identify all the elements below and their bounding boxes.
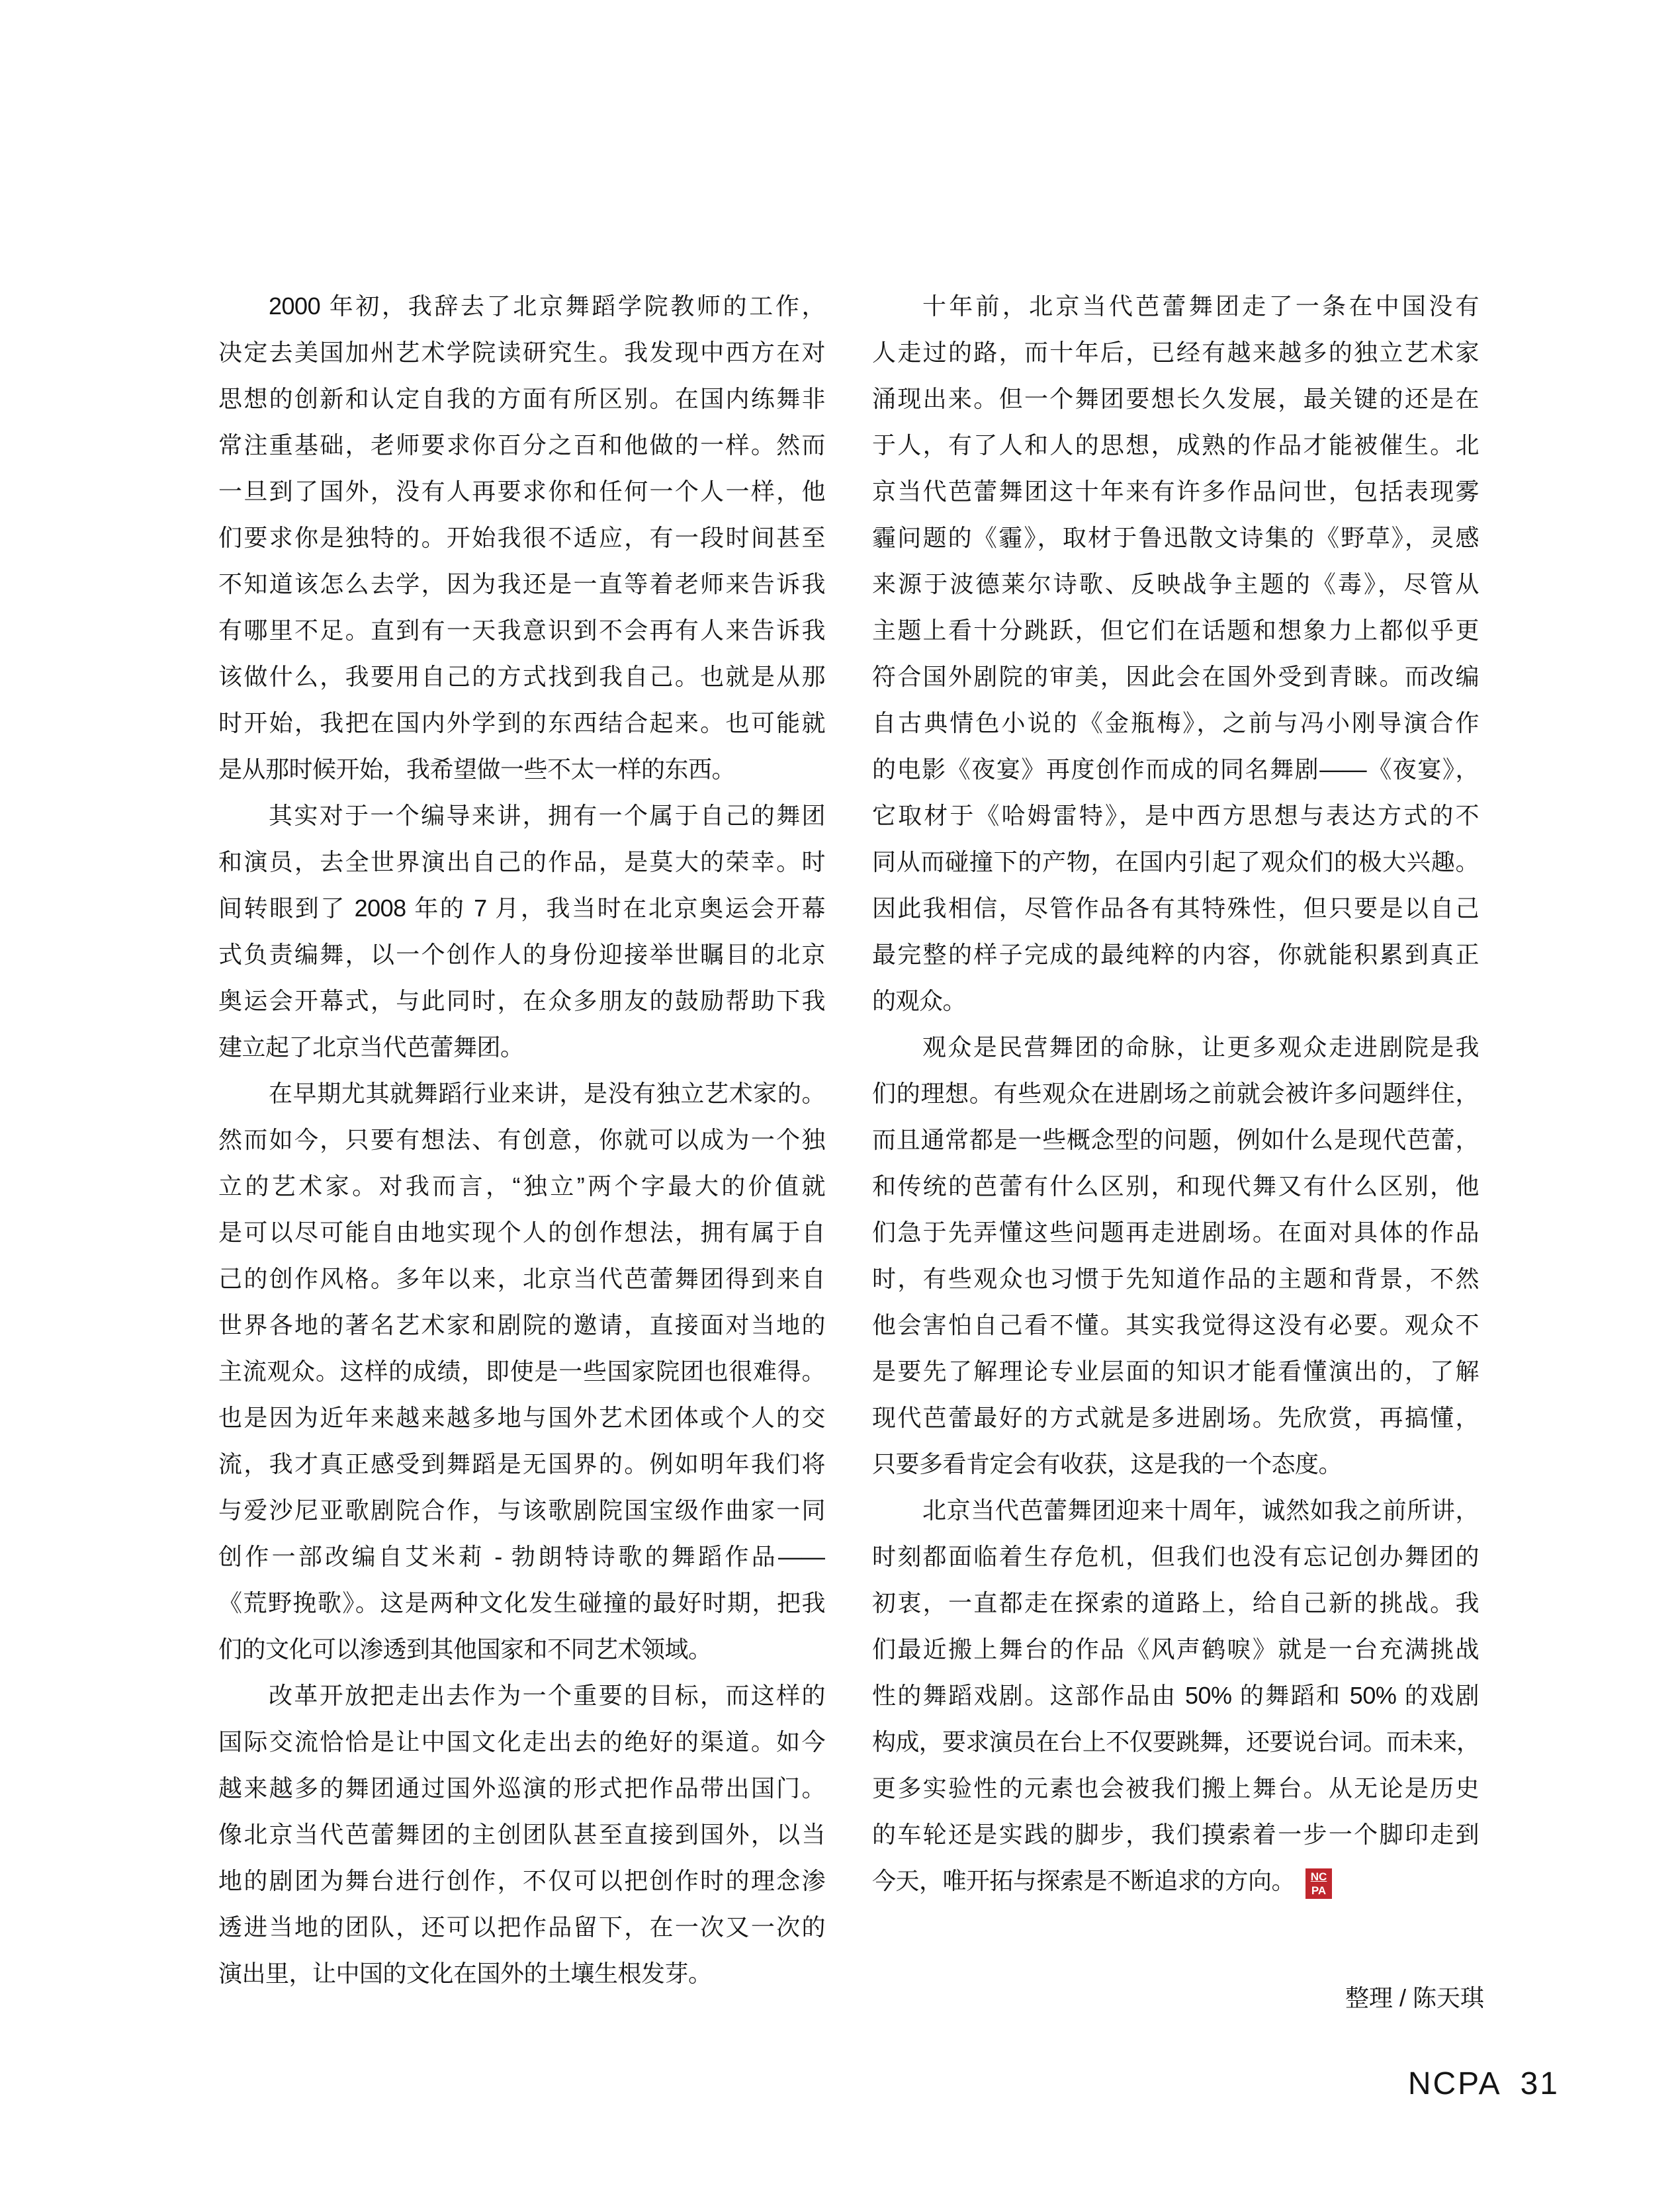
- text-line: 间转眼到了 2008 年的 7 月，我当时在北京奥运会开幕: [218, 895, 825, 922]
- text-line: 来源于波德莱尔诗歌、反映战争主题的《毒》，尽管从: [872, 570, 1479, 597]
- text-line: 该做什么，我要用自己的方式找到我自己。也就是从那: [218, 663, 825, 690]
- text-line: 在早期尤其就舞蹈行业来讲，是没有独立艺术家的。: [269, 1080, 825, 1107]
- text-line: 北京当代芭蕾舞团迎来十周年，诚然如我之前所讲，: [922, 1497, 1479, 1524]
- text-line: 国际交流恰恰是让中国文化走出去的绝好的渠道。如今: [218, 1728, 825, 1755]
- text-line: 主流观众。这样的成绩，即使是一些国家院团也很难得。: [218, 1358, 825, 1385]
- text-line: 有哪里不足。直到有一天我意识到不会再有人来告诉我: [218, 617, 825, 644]
- text-line: 自古典情色小说的《金瓶梅》，之前与冯小刚导演合作: [872, 709, 1479, 736]
- text-line: 是要先了解理论专业层面的知识才能看懂演出的，了解: [872, 1358, 1479, 1385]
- text-line: 涌现出来。但一个舞团要想长久发展，最关键的还是在: [872, 385, 1479, 412]
- column-right: [872, 283, 1479, 1904]
- text-line: 常注重基础，老师要求你百分之百和他做的一样。然而: [218, 431, 825, 459]
- text-line: 流，我才真正感受到舞蹈是无国界的。例如明年我们将: [218, 1450, 825, 1477]
- text-line: 因此我相信，尽管作品各有其特殊性，但只要是以自己: [872, 895, 1479, 922]
- text-line: 演出里，让中国的文化在国外的土壤生根发芽。: [218, 1960, 712, 1987]
- text-line: 时刻都面临着生存危机，但我们也没有忘记创办舞团的: [872, 1543, 1479, 1570]
- text-line: 的电影《夜宴》再度创作而成的同名舞剧——《夜宴》，: [872, 756, 1479, 783]
- page-number: 31: [1520, 2066, 1560, 2101]
- text-line: 的车轮还是实践的脚步，我们摸索着一步一个脚印走到: [872, 1821, 1479, 1848]
- text-line: 己的创作风格。多年以来，北京当代芭蕾舞团得到来自: [218, 1265, 825, 1292]
- text-line: 和传统的芭蕾有什么区别，和现代舞又有什么区别，他: [872, 1172, 1479, 1200]
- text-line: 现代芭蕾最好的方式就是多进剧场。先欣赏，再搞懂，: [872, 1404, 1479, 1431]
- text-line: 京当代芭蕾舞团这十年来有许多作品问世，包括表现雾: [872, 478, 1479, 505]
- text-line: 只要多看肯定会有收获，这是我的一个态度。: [872, 1450, 1343, 1477]
- text-line: 性的舞蹈戏剧。这部作品由 50% 的舞蹈和 50% 的戏剧: [872, 1682, 1479, 1709]
- text-line: 决定去美国加州艺术学院读研究生。我发现中西方在对: [218, 339, 825, 366]
- text-line: 世界各地的著名艺术家和剧院的邀请，直接面对当地的: [218, 1311, 825, 1338]
- text-line: 像北京当代芭蕾舞团的主创团队甚至直接到国外，以当: [218, 1821, 825, 1848]
- text-line: 符合国外剧院的审美，因此会在国外受到青睐。而改编: [872, 663, 1479, 690]
- text-line: 们的理想。有些观众在进剧场之前就会被许多问题绊住，: [872, 1080, 1479, 1107]
- text-line: 和演员，去全世界演出自己的作品，是莫大的荣幸。时: [218, 848, 825, 875]
- text-line: 于人，有了人和人的思想，成熟的作品才能被催生。北: [872, 431, 1479, 459]
- text-line: 时开始，我把在国内外学到的东西结合起来。也可能就: [218, 709, 825, 736]
- text-line: 奥运会开幕式，与此同时，在众多朋友的鼓励帮助下我: [218, 987, 825, 1014]
- text-line: 今天，唯开拓与探索是不断追求的方向。 $\frac{NC}{PA}$: [872, 1858, 1479, 1904]
- text-line: 人走过的路，而十年后，已经有越来越多的独立艺术家: [872, 339, 1479, 366]
- column-left: [218, 283, 825, 1997]
- paragraph: [872, 1487, 1479, 1904]
- text-line: 主题上看十分跳跃，但它们在话题和想象力上都似乎更: [872, 617, 1479, 644]
- text-line: 然而如今，只要有想法、有创意，你就可以成为一个独: [218, 1126, 825, 1153]
- text-line: 初衷，一直都走在探索的道路上，给自己新的挑战。我: [872, 1589, 1479, 1616]
- text-line: 时，有些观众也习惯于先知道作品的主题和背景，不然: [872, 1265, 1479, 1292]
- text-line: 们急于先弄懂这些问题再走进剧场。在面对具体的作品: [872, 1219, 1479, 1246]
- text-line: 改革开放把走出去作为一个重要的目标，而这样的: [269, 1682, 825, 1709]
- byline: 整理 / 陈天琪: [1345, 1984, 1484, 2011]
- seal-text-bottom: PA: [1311, 1884, 1327, 1897]
- text-line: 创作一部改编自艾米莉 - 勃朗特诗歌的舞蹈作品——: [218, 1543, 825, 1570]
- text-line: 一旦到了国外，没有人再要求你和任何一个人一样，他: [218, 478, 825, 505]
- paragraph: [872, 1024, 1479, 1487]
- text-line: 他会害怕自己看不懂。其实我觉得这没有必要。观众不: [872, 1311, 1479, 1338]
- text-line: 更多实验性的元素也会被我们搬上舞台。从无论是历史: [872, 1774, 1479, 1802]
- text-line: 式负责编舞，以一个创作人的身份迎接举世瞩目的北京: [218, 941, 825, 968]
- paragraph: [218, 283, 825, 793]
- text-line: 们的文化可以渗透到其他国家和不同艺术领域。: [218, 1636, 712, 1663]
- text-line: 观众是民营舞团的命脉，让更多观众走进剧院是我: [922, 1033, 1479, 1061]
- text-line: 的观众。: [872, 987, 967, 1014]
- text-line: 而且通常都是一些概念型的问题，例如什么是现代芭蕾，: [872, 1126, 1479, 1153]
- text-line: 不知道该怎么去学，因为我还是一直等着老师来告诉我: [218, 570, 825, 597]
- text-line: 思想的创新和认定自我的方面有所区别。在国内练舞非: [218, 385, 825, 412]
- brand-label: NCPA: [1407, 2066, 1502, 2101]
- text-line: 十年前，北京当代芭蕾舞团走了一条在中国没有: [922, 292, 1479, 320]
- text-line: 2000 年初，我辞去了北京舞蹈学院教师的工作，: [269, 292, 825, 320]
- text-line: 也是因为近年来越来越多地与国外艺术团体或个人的交: [218, 1404, 825, 1431]
- text-line: 是可以尽可能自由地实现个人的创作想法，拥有属于自: [218, 1219, 825, 1246]
- paragraph: [218, 1673, 825, 1997]
- text-line: 构成，要求演员在台上不仅要跳舞，还要说台词。而未来，: [872, 1728, 1479, 1755]
- page-footer: [1408, 2066, 1560, 2103]
- text-line: 透进当地的团队，还可以把作品留下，在一次又一次的: [218, 1913, 825, 1941]
- text-line: 越来越多的舞团通过国外巡演的形式把作品带出国门。: [218, 1774, 825, 1802]
- paragraph: [218, 793, 825, 1071]
- text-line: 们要求你是独特的。开始我很不适应，有一段时间甚至: [218, 524, 825, 551]
- text-line: 《荒野挽歌》。这是两种文化发生碰撞的最好时期，把我: [218, 1589, 825, 1616]
- text-line: 与爱沙尼亚歌剧院合作，与该歌剧院国宝级作曲家一同: [218, 1497, 825, 1524]
- text-line: 是从那时候开始，我希望做一些不太一样的东西。: [218, 756, 736, 783]
- paragraph: [872, 283, 1479, 1024]
- ncpa-seal-icon: [1305, 1868, 1332, 1899]
- text-line: 其实对于一个编导来讲，拥有一个属于自己的舞团: [269, 802, 825, 829]
- seal-text-top: NC: [1310, 1870, 1327, 1883]
- text-line: 们最近搬上舞台的作品《风声鹤唳》就是一台充满挑战: [872, 1636, 1479, 1663]
- text-line: 同从而碰撞下的产物，在国内引起了观众们的极大兴趣。: [872, 848, 1479, 875]
- text-line: 地的剧团为舞台进行创作，不仅可以把创作时的理念渗: [218, 1867, 825, 1894]
- text-line: 它取材于《哈姆雷特》，是中西方思想与表达方式的不: [872, 802, 1479, 829]
- text-line: 立的艺术家。对我而言，“独立”两个字最大的价值就: [218, 1172, 825, 1200]
- paragraph: [218, 1071, 825, 1673]
- text-line: 最完整的样子完成的最纯粹的内容，你就能积累到真正: [872, 941, 1479, 968]
- text-line: 建立起了北京当代芭蕾舞团。: [218, 1033, 524, 1061]
- text-line: 霾问题的《霾》，取材于鲁迅散文诗集的《野草》，灵感: [872, 524, 1479, 551]
